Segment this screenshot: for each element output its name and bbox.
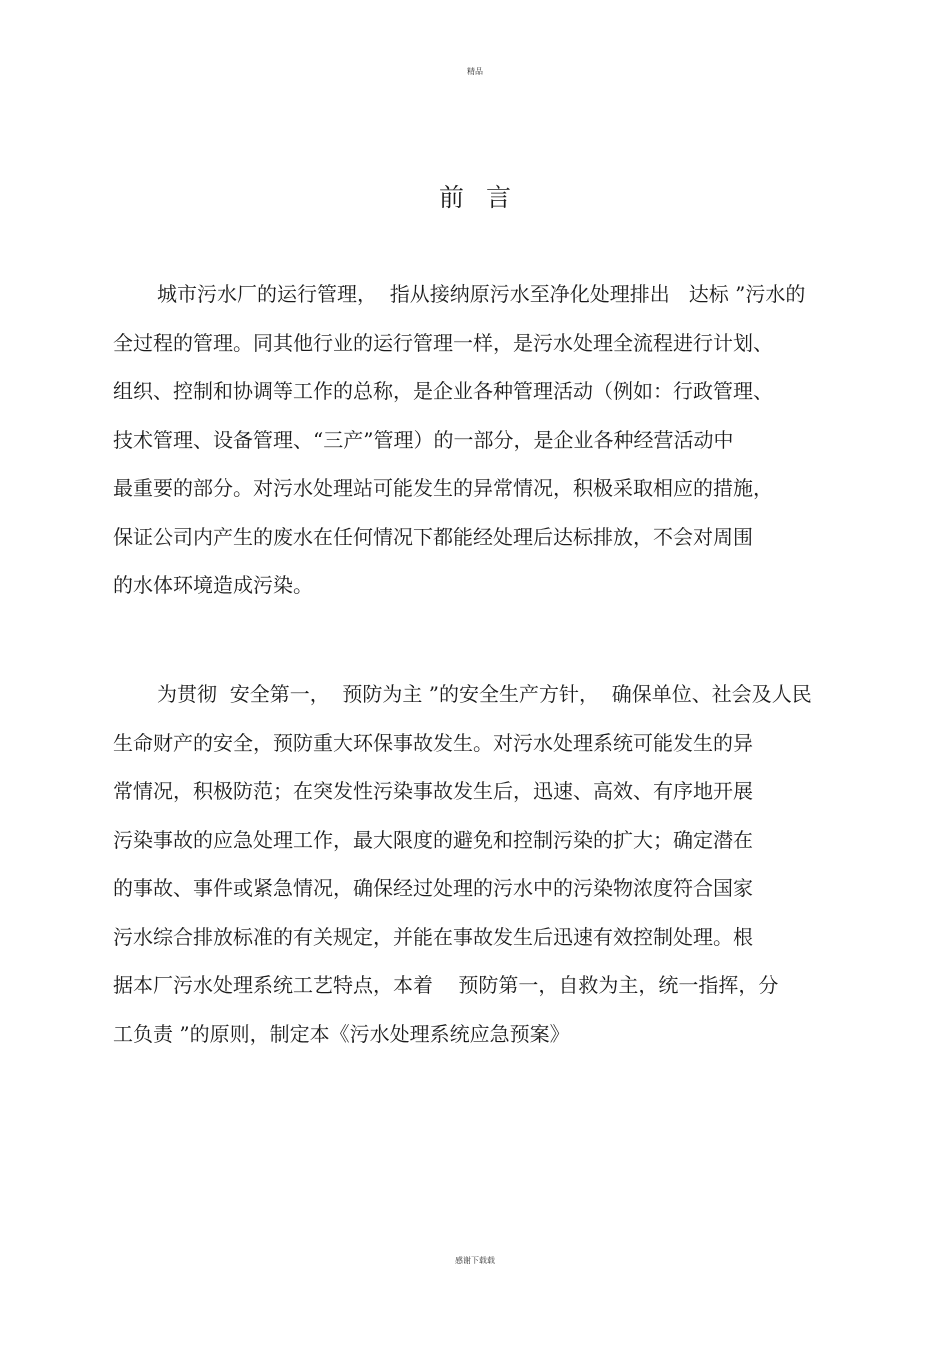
paragraph-line: 的水体环境造成污染。	[113, 573, 313, 597]
paragraph-line: 的事故、事件或紧急情况，确保经过处理的污水中的污染物浓度符合国家	[113, 876, 753, 900]
paragraph-line: 常情况，积极防范；在突发性污染事故发生后，迅速、高效、有序地开展	[113, 779, 753, 803]
paragraph-line: 据本厂污水处理系统工艺特点，本着 预防第一，自救为主，统一指挥，分	[113, 973, 779, 997]
paragraph-line: 污染事故的应急处理工作，最大限度的避免和控制污染的扩大；确定潜在	[113, 827, 753, 852]
paragraph-line: 全过程的管理。同其他行业的运行管理一样，是污水处理全流程进行计划、	[113, 330, 773, 355]
paragraph-line: 城市污水厂的运行管理， 指从接纳原污水至净化处理排出 达标 ”污水的	[157, 282, 806, 306]
paragraph-line: 保证公司内产生的废水在任何情况下都能经处理后达标排放，不会对周围	[113, 524, 753, 549]
paragraph-line: 工负责 ”的原则，制定本《污水处理系统应急预案》	[113, 1021, 570, 1046]
paragraph-line: 生命财产的安全，预防重大环保事故发生。对污水处理系统可能发生的异	[113, 730, 753, 755]
paragraph-line: 污水综合排放标准的有关规定，并能在事故发生后迅速有效控制处理。根	[113, 924, 753, 949]
paragraph-2	[113, 670, 843, 1058]
paragraph-1	[113, 270, 843, 610]
page-title: 前言	[438, 183, 533, 212]
paragraph-line: 技术管理、设备管理、“三产”管理）的一部分，是企业各种经营活动中	[113, 427, 734, 452]
paragraph-line: 组织、控制和协调等工作的总称，是企业各种管理活动（例如：行政管理、	[113, 379, 773, 403]
paragraph-line: 为贯彻 安全第一， 预防为主 ”的安全生产方针， 确保单位、社会及人民	[157, 682, 812, 706]
footer-mark: 感谢下载载	[455, 1256, 495, 1265]
paragraph-line: 最重要的部分。对污水处理站可能发生的异常情况，积极采取相应的措施，	[113, 476, 773, 500]
header-mark: 精品	[467, 67, 483, 76]
